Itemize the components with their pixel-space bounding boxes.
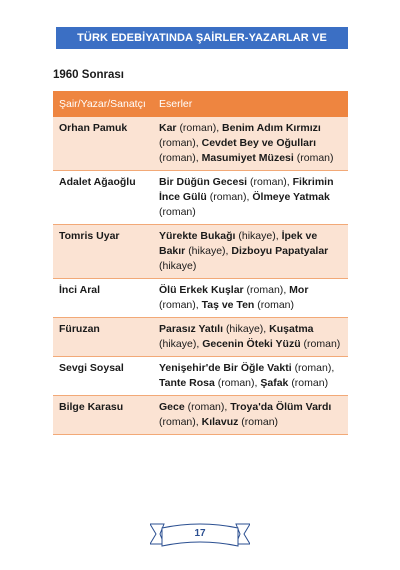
column-header-works: Eserler [153, 91, 348, 117]
work-title: Kuşatma [269, 323, 314, 335]
work-title: Troya'da Ölüm Vardı [230, 401, 332, 413]
work-title: Kılavuz [201, 416, 239, 428]
page-title-banner [56, 27, 348, 66]
work-title: Tante Rosa [159, 377, 215, 389]
table-row [53, 171, 348, 225]
work-genre: (roman) [294, 362, 332, 374]
work-genre: (roman) [159, 416, 196, 428]
work-title: Yenişehir'de Bir Öğle Vakti [159, 362, 292, 374]
work-genre: (hikaye) [238, 230, 276, 242]
table-row [53, 225, 348, 279]
author-cell: Orhan Pamuk [53, 117, 153, 171]
work-title: Ölmeye Yatmak [252, 191, 330, 203]
work-genre: (roman) [241, 416, 279, 428]
work-genre: (roman) [217, 377, 255, 389]
work-title: Benim Adım Kırmızı [222, 122, 321, 134]
author-cell: Füruzan [53, 318, 153, 357]
work-genre: (hikaye) [225, 323, 264, 335]
author-cell: Sevgi Soysal [53, 357, 153, 396]
work-genre: (roman) [296, 152, 334, 164]
author-cell: İnci Aral [53, 279, 153, 318]
table-row [53, 318, 348, 357]
work-title: İpek ve Bakır [159, 230, 318, 257]
table-row [53, 117, 348, 171]
work-genre: (roman) [291, 377, 329, 389]
works-cell: Yenişehir'de Bir Öğle Vakti (roman), Tante Rosa (roman), Şafak (roman) [153, 357, 348, 396]
work-genre: (roman) [250, 176, 287, 188]
work-title: Ölü Erkek Kuşlar [159, 284, 244, 296]
author-cell: Adalet Ağaoğlu [53, 171, 153, 225]
work-title: Gecenin Öteki Yüzü [202, 338, 301, 350]
column-header-author: Şair/Yazar/Sanatçı [53, 91, 153, 117]
work-genre: (hikaye) [188, 245, 226, 257]
authors-works-table [53, 91, 348, 435]
work-title: Cevdet Bey ve Oğulları [201, 137, 316, 149]
works-cell: Kar (roman), Benim Adım Kırmızı (roman), Cevdet Bey ve Oğulları (roman), Masumiyet Müzesi (roman) [153, 117, 348, 171]
works-cell: Parasız Yatılı (hikaye), Kuşatma (hikaye), Gecenin Öteki Yüzü (roman) [153, 318, 348, 357]
work-genre: (roman) [159, 299, 196, 311]
page-title: TÜRK EDEBİYATINDA ŞAİRLER-YAZARLAR VE ESERLERİ [77, 32, 327, 66]
table-row [53, 279, 348, 318]
work-genre: (roman) [187, 401, 225, 413]
work-title: Gece [159, 401, 185, 413]
work-title: Parasız Yatılı [159, 323, 224, 335]
work-genre: (roman) [246, 284, 284, 296]
works-cell: Bir Düğün Gecesi (roman), Fikrimin İnce Gülü (roman), Ölmeye Yatmak (roman) [153, 171, 348, 225]
work-genre: (roman) [179, 122, 217, 134]
table-header-row [53, 91, 348, 117]
work-genre: (roman) [303, 338, 341, 350]
work-title: Dizboyu Papatyalar [231, 245, 329, 257]
work-title: Fikrimin İnce Gülü [159, 176, 334, 203]
work-title: Yürekte Bukağı [159, 230, 236, 242]
work-genre: (roman) [159, 137, 196, 149]
author-cell: Bilge Karasu [53, 396, 153, 435]
page-number: 17 [194, 528, 206, 539]
table-body [53, 117, 348, 435]
work-genre: (roman) [209, 191, 247, 203]
works-cell: Ölü Erkek Kuşlar (roman), Mor (roman), Taş ve Ten (roman) [153, 279, 348, 318]
author-cell: Tomris Uyar [53, 225, 153, 279]
table-row [53, 357, 348, 396]
work-title: Bir Düğün Gecesi [159, 176, 248, 188]
work-title: Mor [289, 284, 309, 296]
section-heading: 1960 Sonrası [53, 69, 124, 81]
work-title: Şafak [260, 377, 289, 389]
work-genre: (roman) [159, 152, 196, 164]
work-title: Kar [159, 122, 177, 134]
work-genre: (roman) [159, 206, 196, 218]
work-title: Taş ve Ten [201, 299, 255, 311]
work-title: Masumiyet Müzesi [201, 152, 294, 164]
work-genre: (roman) [257, 299, 295, 311]
work-genre: (hikaye) [159, 260, 197, 272]
works-cell: Gece (roman), Troya'da Ölüm Vardı (roman), Kılavuz (roman) [153, 396, 348, 435]
works-cell: Yürekte Bukağı (hikaye), İpek ve Bakır (hikaye), Dizboyu Papatyalar (hikaye) [153, 225, 348, 279]
table-row [53, 396, 348, 435]
work-genre: (hikaye) [159, 338, 197, 350]
